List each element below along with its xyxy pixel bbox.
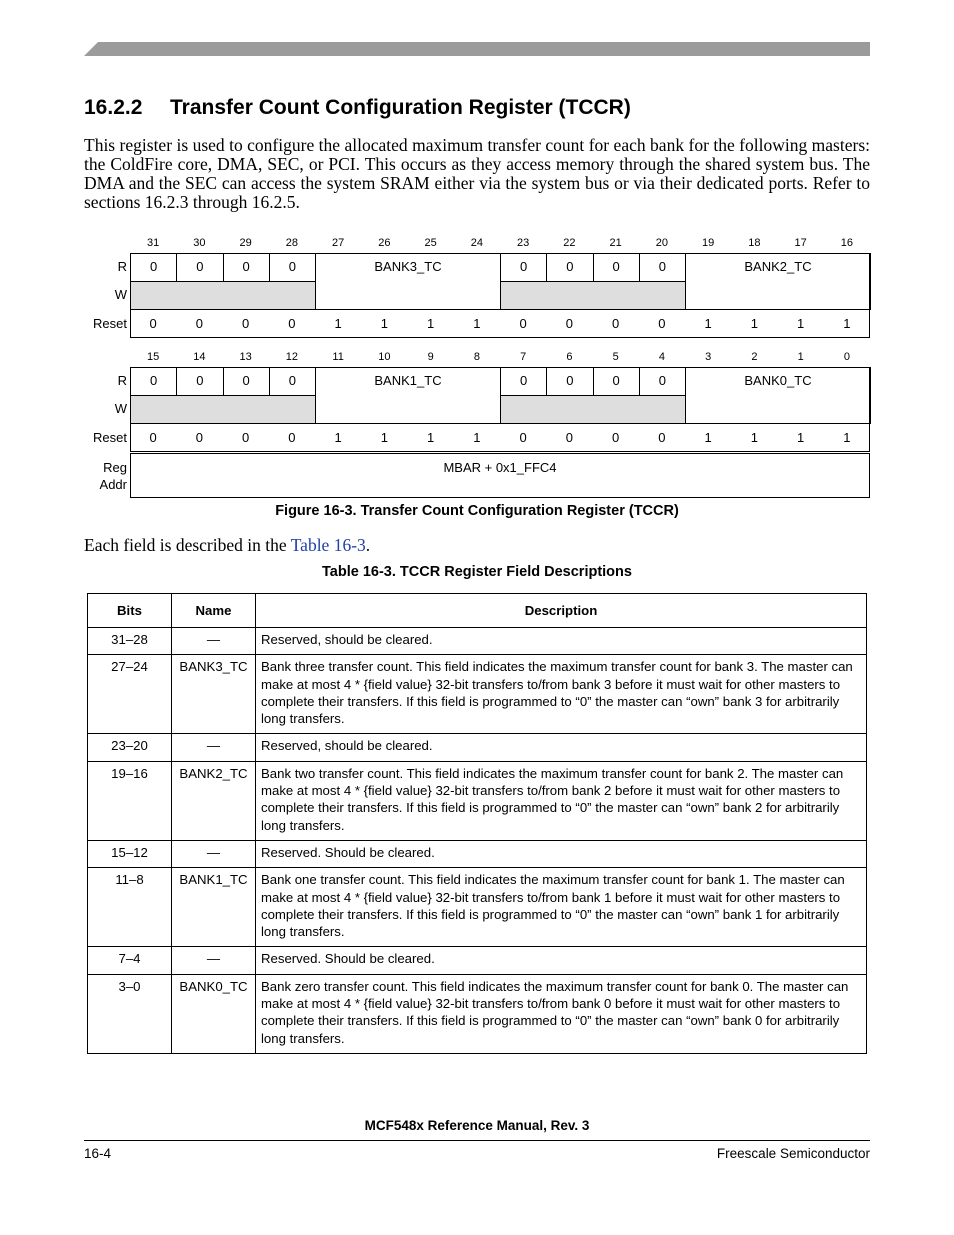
row-name: — (172, 734, 256, 761)
table-header-row (88, 594, 867, 628)
table-row (88, 947, 867, 974)
row-bits: 15–12 (88, 840, 172, 867)
reset-bit: 0 (195, 430, 203, 445)
reset-bit: 1 (843, 430, 851, 445)
row-description: Reserved, should be cleared. (256, 734, 867, 761)
footer-manual-title: MCF548x Reference Manual, Rev. 3 (364, 1118, 590, 1133)
row-name: BANK3_TC (172, 655, 256, 734)
reset-bit: 1 (843, 316, 851, 331)
reset-bit: 1 (380, 430, 388, 445)
field-bank0_tc: BANK0_TC (685, 367, 871, 424)
table-row (88, 655, 867, 734)
row-bits: 11–8 (88, 868, 172, 947)
bit-number: 13 (239, 351, 252, 363)
row-name: — (172, 947, 256, 974)
bit-number: 27 (332, 237, 345, 249)
reset-bit: 0 (195, 316, 203, 331)
bit-number: 28 (285, 237, 298, 249)
reset-bit: 0 (288, 430, 296, 445)
table-reference-link[interactable]: Table 16-3 (290, 535, 366, 555)
bit-number: 11 (332, 351, 344, 363)
bit-number: 9 (427, 351, 434, 363)
reserved-read-bit: 0 (593, 367, 640, 396)
row-name: BANK0_TC (172, 974, 256, 1053)
bit-number: 29 (239, 237, 252, 249)
reserved-read-bit: 0 (500, 253, 547, 282)
bit-number: 26 (378, 237, 391, 249)
row-label-read: R (117, 373, 127, 388)
reset-bit: 1 (704, 316, 712, 331)
reset-bit: 1 (797, 430, 805, 445)
row-label-write: W (114, 287, 127, 302)
reg-addr-value: MBAR + 0x1_FFC4 (443, 460, 557, 475)
reset-bit: 0 (242, 430, 250, 445)
row-name: — (172, 840, 256, 867)
intro-paragraph: This register is used to configure the allocated maximum transfer count for each bank for the following masters: the ColdFire core, DMA, SEC, or PCI. This occurs as they access memory through the shared system bus. The DMA and the SEC can access the system SRAM either via the system bus or via their dedicated ports. Refer to sections 16.2.3 through 16.2.5. (84, 135, 870, 212)
reset-bit: 0 (149, 430, 157, 445)
bit-number: 30 (193, 237, 206, 249)
bit-number: 4 (658, 351, 665, 363)
row-name: BANK2_TC (172, 761, 256, 840)
row-description: Bank one transfer count. This field indicates the maximum transfer count for bank 1. The master can make at most 4 * {field value} 32-bit transfers to/from bank 1 before it must wait for other masters to complete their transfers. If this field is programmed to “0” the master can “own” bank 1 for arbitrarily long transfers. (256, 868, 867, 947)
reserved-read-bit: 0 (546, 367, 593, 396)
header-bar (84, 42, 870, 56)
reserved-read-bit: 0 (593, 253, 640, 282)
bit-number: 25 (424, 237, 437, 249)
bit-number: 23 (517, 237, 530, 249)
each-field-sentence (84, 535, 370, 556)
header-bits: Bits (88, 594, 172, 628)
bit-number: 15 (147, 351, 160, 363)
section-title: Transfer Count Configuration Register (TCCR) (170, 96, 631, 119)
table-row (88, 628, 867, 655)
reset-bit: 1 (473, 316, 481, 331)
field-bank3_tc: BANK3_TC (315, 253, 501, 310)
reserved-read-bit: 0 (176, 253, 223, 282)
reserved-read-bit: 0 (639, 253, 686, 282)
reserved-read-bit: 0 (176, 367, 223, 396)
field-bank1_tc: BANK1_TC (315, 367, 501, 424)
row-bits: 31–28 (88, 628, 172, 655)
section-heading (84, 96, 631, 120)
reserved-write-area (130, 281, 316, 310)
row-bits: 7–4 (88, 947, 172, 974)
bit-number: 17 (794, 237, 807, 249)
header-description: Description (256, 594, 867, 628)
reset-bit: 1 (334, 316, 342, 331)
table-row (88, 761, 867, 840)
row-description: Bank three transfer count. This field indicates the maximum transfer count for bank 3. The master can make at most 4 * {field value} 32-bit transfers to/from bank 3 before it must wait for other masters to complete their transfers. If this field is programmed to “0” the master can “own” bank 3 for arbitrarily long transfers. (256, 655, 867, 734)
bit-number: 22 (563, 237, 576, 249)
figure-caption: Figure 16-3. Transfer Count Configuration Register (TCCR) (275, 503, 679, 519)
reset-bit: 0 (565, 316, 573, 331)
bit-number: 24 (470, 237, 483, 249)
row-bits: 19–16 (88, 761, 172, 840)
bit-number: 21 (609, 237, 622, 249)
table-row (88, 840, 867, 867)
bit-number: 19 (702, 237, 715, 249)
bit-number: 12 (285, 351, 298, 363)
row-label-reset: Reset (93, 316, 127, 331)
row-name: — (172, 628, 256, 655)
bit-number: 10 (378, 351, 391, 363)
row-bits: 27–24 (88, 655, 172, 734)
bit-number: 1 (797, 351, 804, 363)
row-description: Reserved. Should be cleared. (256, 947, 867, 974)
reset-bit: 1 (797, 316, 805, 331)
reset-bit: 0 (565, 430, 573, 445)
each-field-suffix: . (365, 535, 371, 555)
row-bits: 3–0 (88, 974, 172, 1053)
reset-bit: 0 (519, 316, 527, 331)
reserved-read-bit: 0 (546, 253, 593, 282)
reg-addr-label (84, 459, 127, 493)
row-label-read: R (117, 259, 127, 274)
reset-bit: 0 (658, 316, 666, 331)
reserved-read-bit: 0 (130, 253, 177, 282)
row-description: Bank two transfer count. This field indicates the maximum transfer count for bank 2. The master can make at most 4 * {field value} 32-bit transfers to/from bank 2 before it must wait for other masters to complete their transfers. If this field is programmed to “0” the master can “own” bank 2 for arbitrarily long transfers. (256, 761, 867, 840)
reserved-read-bit: 0 (500, 367, 547, 396)
reset-bit: 1 (380, 316, 388, 331)
reserved-write-area (500, 281, 686, 310)
reset-bit: 0 (149, 316, 157, 331)
row-description: Bank zero transfer count. This field indicates the maximum transfer count for bank 0. The master can make at most 4 * {field value} 32-bit transfers to/from bank 0 before it must wait for other masters to complete their transfers. If this field is programmed to “0” the master can “own” bank 0 for arbitrarily long transfers. (256, 974, 867, 1053)
reset-bit: 1 (334, 430, 342, 445)
table-row (88, 974, 867, 1053)
table-caption: Table 16-3. TCCR Register Field Descriptions (322, 564, 632, 580)
row-description: Reserved, should be cleared. (256, 628, 867, 655)
table-row (88, 868, 867, 947)
bit-number: 8 (473, 351, 480, 363)
reset-bit: 1 (427, 316, 435, 331)
reserved-read-bit: 0 (269, 367, 316, 396)
field-description-table (87, 593, 867, 1054)
reserved-write-area (500, 395, 686, 424)
section-number: 16.2.2 (84, 96, 143, 119)
each-field-prefix: Each field is described in the (84, 535, 291, 555)
table-row (88, 734, 867, 761)
reserved-read-bit: 0 (639, 367, 686, 396)
bit-number: 18 (748, 237, 761, 249)
reg-addr-label-line1: Reg (103, 460, 127, 475)
reset-bit: 0 (519, 430, 527, 445)
reg-addr-box (130, 453, 870, 498)
reg-addr-label-line2: Addr (99, 477, 127, 492)
bit-number: 3 (705, 351, 712, 363)
reserved-write-area (130, 395, 316, 424)
bit-number: 16 (840, 237, 853, 249)
reset-bit: 0 (288, 316, 296, 331)
row-label-reset: Reset (93, 430, 127, 445)
reserved-read-bit: 0 (223, 367, 270, 396)
footer-company: Freescale Semiconductor (716, 1146, 870, 1161)
reset-bit: 0 (242, 316, 250, 331)
reserved-read-bit: 0 (269, 253, 316, 282)
field-bank2_tc: BANK2_TC (685, 253, 871, 310)
reset-bit: 1 (704, 430, 712, 445)
reset-bit: 1 (750, 430, 758, 445)
reset-bit: 0 (612, 430, 620, 445)
reset-bit: 0 (612, 316, 620, 331)
reset-bit: 0 (658, 430, 666, 445)
bit-number: 14 (193, 351, 206, 363)
footer-divider (84, 1140, 870, 1141)
reserved-read-bit: 0 (130, 367, 177, 396)
bit-number: 6 (566, 351, 573, 363)
bit-number: 31 (147, 237, 160, 249)
bit-number: 7 (520, 351, 527, 363)
page-number: 16-4 (84, 1146, 112, 1161)
reset-bit: 1 (427, 430, 435, 445)
header-name: Name (172, 594, 256, 628)
reset-bit: 1 (473, 430, 481, 445)
row-name: BANK1_TC (172, 868, 256, 947)
bit-number: 0 (843, 351, 850, 363)
bit-number: 2 (751, 351, 758, 363)
bit-number: 20 (655, 237, 668, 249)
bit-number: 5 (612, 351, 619, 363)
reserved-read-bit: 0 (223, 253, 270, 282)
row-description: Reserved. Should be cleared. (256, 840, 867, 867)
row-label-write: W (114, 401, 127, 416)
reset-bit: 1 (750, 316, 758, 331)
row-bits: 23–20 (88, 734, 172, 761)
